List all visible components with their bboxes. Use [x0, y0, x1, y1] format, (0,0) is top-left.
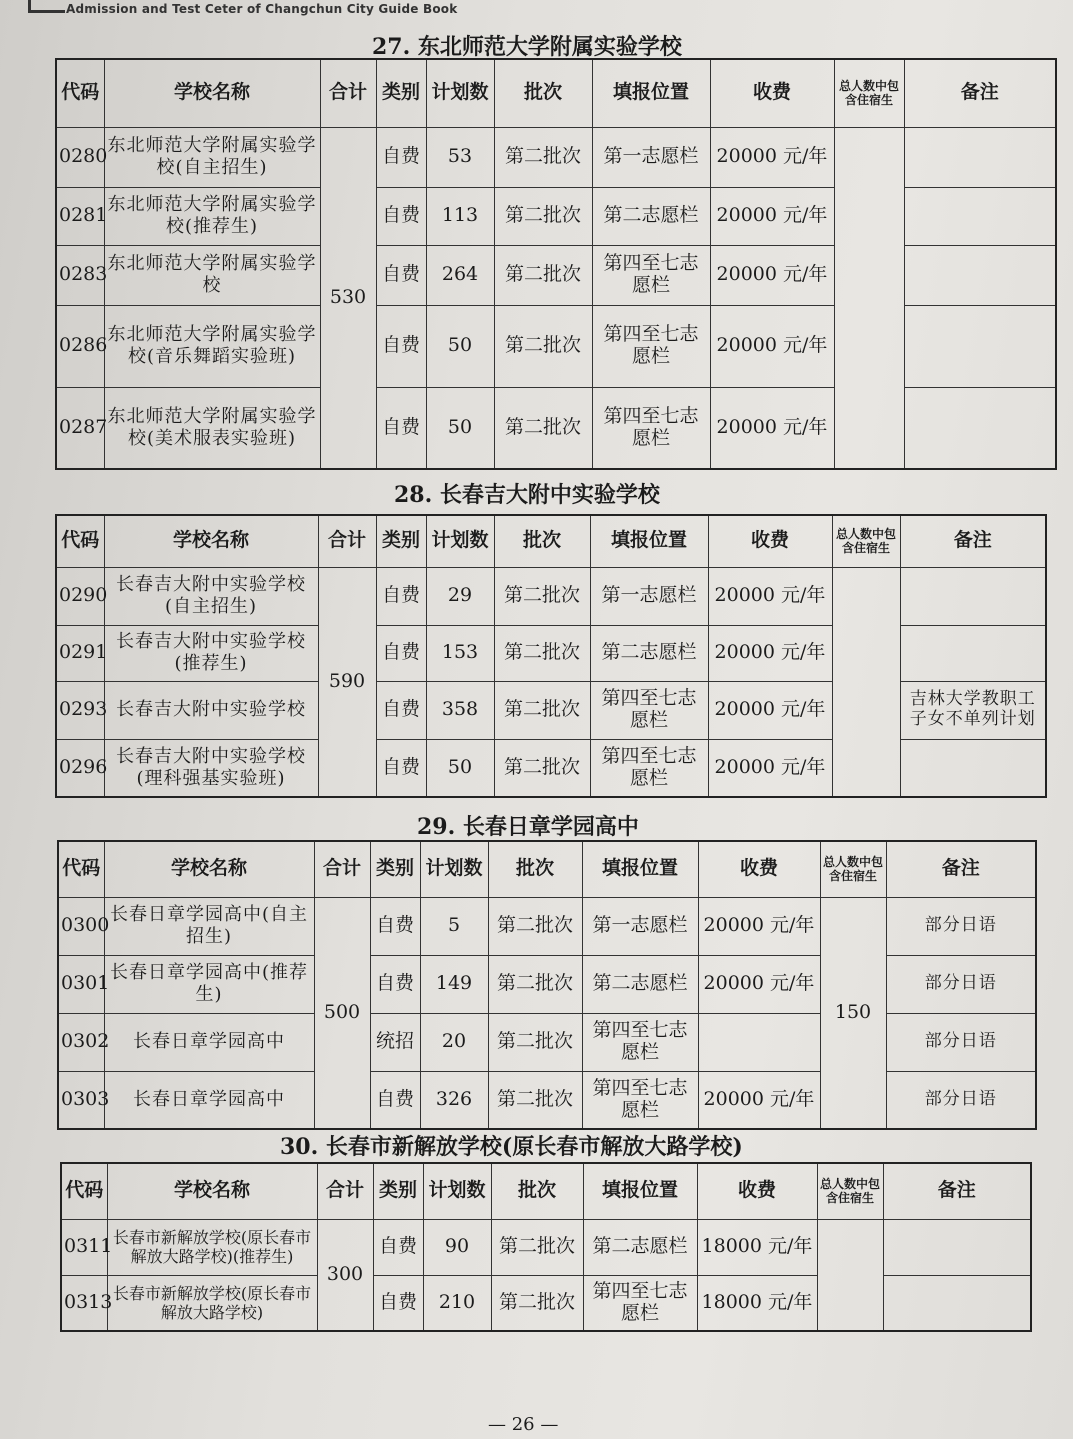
- position-cell: 第一志愿栏: [582, 897, 698, 955]
- col-remarks: 备注: [904, 59, 1056, 127]
- batch-cell: 第二批次: [488, 955, 582, 1013]
- code-cell: 0300: [58, 897, 104, 955]
- remarks-cell: [904, 127, 1056, 187]
- col-batch: 批次: [491, 1163, 583, 1219]
- remarks-cell: 部分日语: [886, 897, 1036, 955]
- batch-cell: 第二批次: [494, 127, 592, 187]
- col-code: 代码: [58, 841, 104, 897]
- table-row: [56, 387, 1056, 469]
- batch-cell: 第二批次: [488, 897, 582, 955]
- fee-cell: 20000 元/年: [698, 897, 820, 955]
- col-remarks: 备注: [883, 1163, 1031, 1219]
- col-plan: 计划数: [423, 1163, 491, 1219]
- fee-cell: 20000 元/年: [710, 187, 834, 245]
- batch-cell: 第二批次: [494, 739, 590, 797]
- school-name-cell: 东北师范大学附属实验学校(推荐生): [104, 187, 320, 245]
- code-cell: 0286: [56, 305, 104, 387]
- batch-cell: 第二批次: [494, 567, 590, 625]
- remarks-cell: [900, 625, 1046, 681]
- col-dorm: 总人数中包含住宿生: [820, 841, 886, 897]
- header-row: [58, 841, 1036, 897]
- category-cell: 自费: [376, 567, 426, 625]
- plan-cell: 113: [426, 187, 494, 245]
- code-cell: 0296: [56, 739, 104, 797]
- table-row: [61, 1219, 1031, 1275]
- code-cell: 0303: [58, 1071, 104, 1129]
- plan-cell: 50: [426, 305, 494, 387]
- plan-cell: 20: [420, 1013, 488, 1071]
- col-position: 填报位置: [590, 515, 708, 567]
- batch-cell: 第二批次: [488, 1013, 582, 1071]
- col-fee: 收费: [697, 1163, 817, 1219]
- batch-cell: 第二批次: [494, 305, 592, 387]
- remarks-cell: [904, 187, 1056, 245]
- remarks-cell: [904, 387, 1056, 469]
- school-name-cell: 长春日章学园高中(自主招生): [104, 897, 314, 955]
- col-remarks: 备注: [886, 841, 1036, 897]
- fee-cell: 20000 元/年: [698, 955, 820, 1013]
- position-cell: 第四至七志愿栏: [582, 1071, 698, 1129]
- plan-cell: 358: [426, 681, 494, 739]
- position-cell: 第二志愿栏: [583, 1219, 697, 1275]
- col-code: 代码: [56, 515, 104, 567]
- category-cell: 自费: [370, 955, 420, 1013]
- col-dorm: 总人数中包含住宿生: [817, 1163, 883, 1219]
- table-row: [56, 187, 1056, 245]
- code-cell: 0287: [56, 387, 104, 469]
- table-row: [61, 1275, 1031, 1331]
- category-cell: 自费: [370, 897, 420, 955]
- category-cell: 自费: [376, 127, 426, 187]
- category-cell: 自费: [376, 187, 426, 245]
- remarks-cell: 部分日语: [886, 1071, 1036, 1129]
- col-batch: 批次: [494, 59, 592, 127]
- school-name-cell: 东北师范大学附属实验学校(自主招生): [104, 127, 320, 187]
- code-cell: 0313: [61, 1275, 107, 1331]
- table-section-28: [55, 514, 1047, 798]
- fee-cell: 20000 元/年: [708, 739, 832, 797]
- table-row: [58, 1071, 1036, 1129]
- plan-cell: 5: [420, 897, 488, 955]
- position-cell: 第四至七志愿栏: [582, 1013, 698, 1071]
- plan-cell: 326: [420, 1071, 488, 1129]
- col-total: 合计: [318, 515, 376, 567]
- col-batch: 批次: [494, 515, 590, 567]
- table-section-29: [57, 840, 1037, 1130]
- fee-cell: 20000 元/年: [710, 245, 834, 305]
- col-position: 填报位置: [583, 1163, 697, 1219]
- plan-cell: 149: [420, 955, 488, 1013]
- col-fee: 收费: [710, 59, 834, 127]
- school-name-cell: 东北师范大学附属实验学校: [104, 245, 320, 305]
- category-cell: 自费: [373, 1275, 423, 1331]
- col-category: 类别: [370, 841, 420, 897]
- code-cell: 0311: [61, 1219, 107, 1275]
- dorm-cell: [834, 127, 904, 469]
- school-name-cell: 长春日章学园高中: [104, 1071, 314, 1129]
- remarks-cell: 吉林大学教职工子女不单列计划: [900, 681, 1046, 739]
- code-cell: 0293: [56, 681, 104, 739]
- dorm-cell: 150: [820, 897, 886, 1129]
- header-row: [56, 59, 1056, 127]
- position-cell: 第二志愿栏: [590, 625, 708, 681]
- running-header: Admission and Test Ceter of Changchun City Guide Book: [66, 2, 458, 16]
- col-category: 类别: [373, 1163, 423, 1219]
- total-cell: 530: [320, 127, 376, 469]
- col-category: 类别: [376, 59, 426, 127]
- plan-cell: 153: [426, 625, 494, 681]
- category-cell: 自费: [376, 387, 426, 469]
- category-cell: 自费: [370, 1071, 420, 1129]
- fee-cell: [698, 1013, 820, 1071]
- code-cell: 0283: [56, 245, 104, 305]
- fee-cell: 20000 元/年: [710, 387, 834, 469]
- dorm-cell: [817, 1219, 883, 1331]
- fee-cell: 20000 元/年: [708, 625, 832, 681]
- school-name-cell: 长春市新解放学校(原长春市解放大路学校)(推荐生): [107, 1219, 317, 1275]
- school-name-cell: 长春日章学园高中(推荐生): [104, 955, 314, 1013]
- plan-cell: 264: [426, 245, 494, 305]
- school-name-cell: 东北师范大学附属实验学校(音乐舞蹈实验班): [104, 305, 320, 387]
- plan-cell: 210: [423, 1275, 491, 1331]
- school-name-cell: 长春吉大附中实验学校(自主招生): [104, 567, 318, 625]
- batch-cell: 第二批次: [494, 187, 592, 245]
- table-row: [58, 955, 1036, 1013]
- col-fee: 收费: [698, 841, 820, 897]
- col-fee: 收费: [708, 515, 832, 567]
- header-row: [56, 515, 1046, 567]
- position-cell: 第四至七志愿栏: [592, 387, 710, 469]
- col-remarks: 备注: [900, 515, 1046, 567]
- school-name-cell: 东北师范大学附属实验学校(美术服表实验班): [104, 387, 320, 469]
- category-cell: 自费: [376, 305, 426, 387]
- section-title-28: 28. 长春吉大附中实验学校: [394, 482, 660, 508]
- remarks-cell: [904, 245, 1056, 305]
- batch-cell: 第二批次: [488, 1071, 582, 1129]
- code-cell: 0302: [58, 1013, 104, 1071]
- fee-cell: 18000 元/年: [697, 1219, 817, 1275]
- school-name-cell: 长春吉大附中实验学校(理科强基实验班): [104, 739, 318, 797]
- fee-cell: 20000 元/年: [710, 127, 834, 187]
- school-name-cell: 长春吉大附中实验学校: [104, 681, 318, 739]
- remarks-cell: 部分日语: [886, 1013, 1036, 1071]
- position-cell: 第二志愿栏: [592, 187, 710, 245]
- category-cell: 自费: [376, 625, 426, 681]
- position-cell: 第二志愿栏: [582, 955, 698, 1013]
- category-cell: 自费: [376, 245, 426, 305]
- col-dorm: 总人数中包含住宿生: [834, 59, 904, 127]
- table-row: [56, 127, 1056, 187]
- batch-cell: 第二批次: [491, 1275, 583, 1331]
- category-cell: 统招: [370, 1013, 420, 1071]
- fee-cell: 20000 元/年: [698, 1071, 820, 1129]
- header-row: [61, 1163, 1031, 1219]
- code-cell: 0280: [56, 127, 104, 187]
- code-cell: 0290: [56, 567, 104, 625]
- table-section-27: [55, 58, 1057, 470]
- position-cell: 第一志愿栏: [592, 127, 710, 187]
- remarks-cell: [900, 567, 1046, 625]
- col-code: 代码: [56, 59, 104, 127]
- position-cell: 第四至七志愿栏: [592, 245, 710, 305]
- remarks-cell: [883, 1275, 1031, 1331]
- fee-cell: 20000 元/年: [710, 305, 834, 387]
- col-total: 合计: [320, 59, 376, 127]
- batch-cell: 第二批次: [494, 387, 592, 469]
- total-cell: 590: [318, 567, 376, 797]
- remarks-cell: [900, 739, 1046, 797]
- section-title-27: 27. 东北师范大学附属实验学校: [372, 34, 682, 60]
- position-cell: 第四至七志愿栏: [583, 1275, 697, 1331]
- col-school-name: 学校名称: [104, 841, 314, 897]
- col-position: 填报位置: [592, 59, 710, 127]
- position-cell: 第四至七志愿栏: [590, 739, 708, 797]
- fee-cell: 18000 元/年: [697, 1275, 817, 1331]
- col-total: 合计: [314, 841, 370, 897]
- col-dorm: 总人数中包含住宿生: [832, 515, 900, 567]
- school-name-cell: 长春吉大附中实验学校(推荐生): [104, 625, 318, 681]
- category-cell: 自费: [376, 681, 426, 739]
- remarks-cell: [904, 305, 1056, 387]
- col-total: 合计: [317, 1163, 373, 1219]
- plan-cell: 53: [426, 127, 494, 187]
- section-title-30: 30. 长春市新解放学校(原长春市解放大路学校): [280, 1134, 743, 1160]
- table-row: [58, 1013, 1036, 1071]
- code-cell: 0291: [56, 625, 104, 681]
- col-batch: 批次: [488, 841, 582, 897]
- col-plan: 计划数: [426, 515, 494, 567]
- category-cell: 自费: [373, 1219, 423, 1275]
- batch-cell: 第二批次: [494, 625, 590, 681]
- col-plan: 计划数: [420, 841, 488, 897]
- remarks-cell: 部分日语: [886, 955, 1036, 1013]
- plan-cell: 50: [426, 387, 494, 469]
- table-section-30: [60, 1162, 1032, 1332]
- batch-cell: 第二批次: [494, 245, 592, 305]
- code-cell: 0281: [56, 187, 104, 245]
- table-row: [56, 305, 1056, 387]
- col-plan: 计划数: [426, 59, 494, 127]
- plan-cell: 90: [423, 1219, 491, 1275]
- page-number: — 26 —: [488, 1414, 559, 1435]
- fee-cell: 20000 元/年: [708, 567, 832, 625]
- col-school-name: 学校名称: [104, 515, 318, 567]
- plan-cell: 29: [426, 567, 494, 625]
- table-row: [56, 567, 1046, 625]
- total-cell: 500: [314, 897, 370, 1129]
- col-code: 代码: [61, 1163, 107, 1219]
- code-cell: 0301: [58, 955, 104, 1013]
- fee-cell: 20000 元/年: [708, 681, 832, 739]
- position-cell: 第四至七志愿栏: [592, 305, 710, 387]
- position-cell: 第四至七志愿栏: [590, 681, 708, 739]
- col-category: 类别: [376, 515, 426, 567]
- section-title-29: 29. 长春日章学园高中: [417, 814, 639, 840]
- header-corner-mark: [28, 0, 65, 13]
- col-position: 填报位置: [582, 841, 698, 897]
- school-name-cell: 长春市新解放学校(原长春市解放大路学校): [107, 1275, 317, 1331]
- dorm-cell: [832, 567, 900, 797]
- category-cell: 自费: [376, 739, 426, 797]
- school-name-cell: 长春日章学园高中: [104, 1013, 314, 1071]
- table-row: [58, 897, 1036, 955]
- col-school-name: 学校名称: [107, 1163, 317, 1219]
- plan-cell: 50: [426, 739, 494, 797]
- col-school-name: 学校名称: [104, 59, 320, 127]
- remarks-cell: [883, 1219, 1031, 1275]
- batch-cell: 第二批次: [494, 681, 590, 739]
- table-row: [56, 245, 1056, 305]
- position-cell: 第一志愿栏: [590, 567, 708, 625]
- total-cell: 300: [317, 1219, 373, 1331]
- batch-cell: 第二批次: [491, 1219, 583, 1275]
